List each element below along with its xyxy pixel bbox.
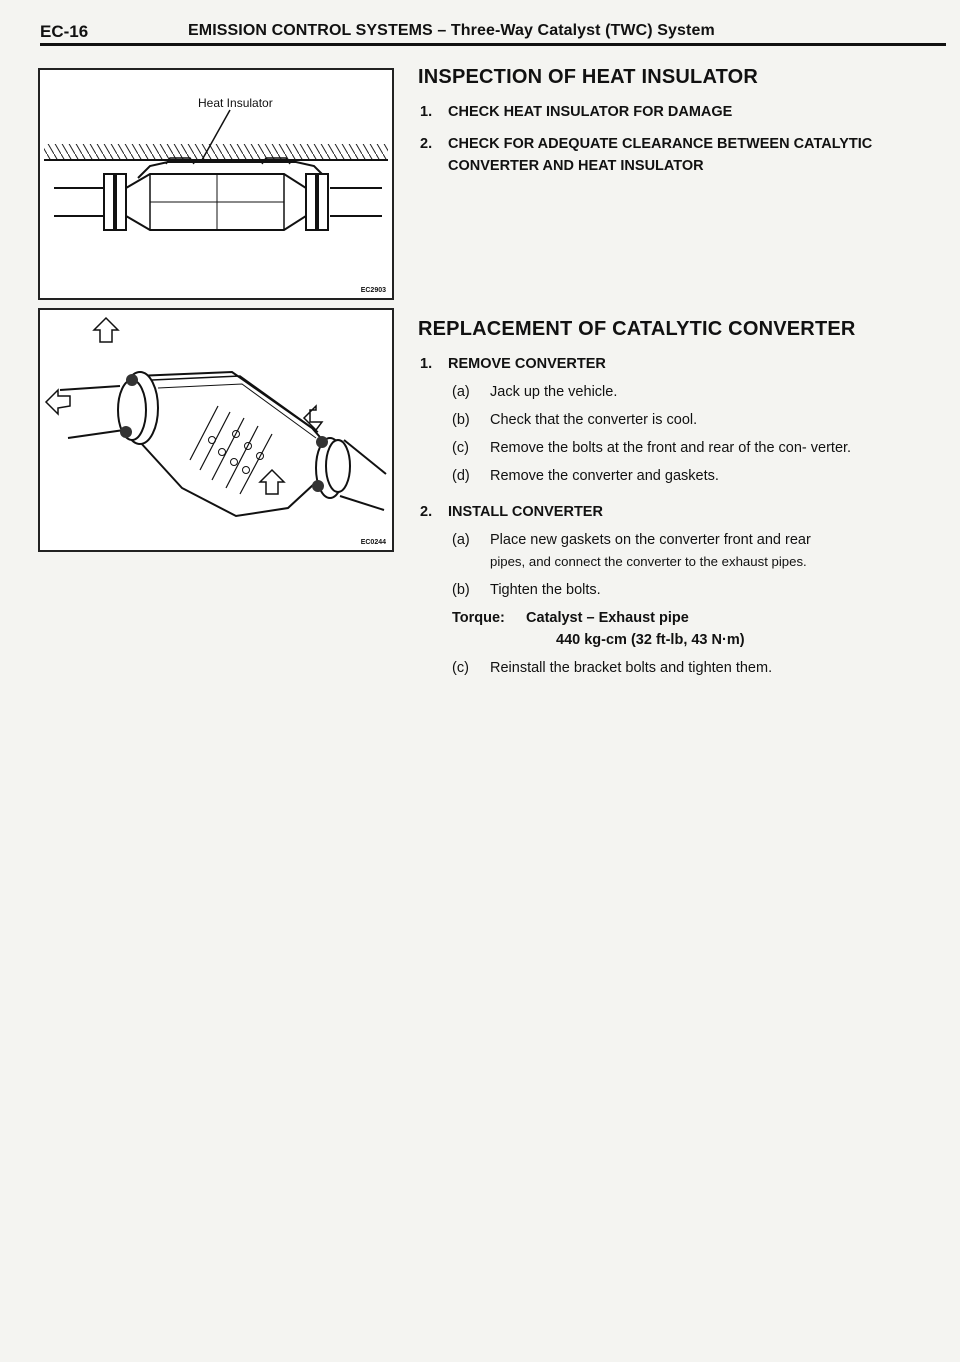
inspection-step: [418, 133, 948, 177]
converter-figure: [38, 308, 394, 552]
page-number: EC-16: [40, 22, 89, 41]
figure-code: EC0244: [360, 539, 386, 546]
substep-letter: (a): [452, 384, 470, 400]
step-text: CHECK FOR ADEQUATE CLEARANCE BETWEEN CATALYTIC CONVERTER AND HEAT INSULATOR: [448, 136, 873, 174]
step-number: 2.: [420, 136, 433, 152]
step-number: 2.: [420, 504, 433, 520]
substep: [418, 381, 948, 403]
substep-letter: (b): [452, 582, 470, 598]
step-text: INSTALL CONVERTER: [448, 504, 603, 520]
substep: [418, 529, 948, 573]
step-number: 1.: [420, 356, 433, 372]
figure-code: EC2903: [360, 287, 386, 294]
torque-spec: [418, 607, 948, 651]
step-text: REMOVE CONVERTER: [448, 356, 606, 372]
converter-diagram: [40, 310, 392, 550]
torque-item: Catalyst – Exhaust pipe: [526, 610, 689, 626]
replacement-heading: REPLACEMENT OF CATALYTIC CONVERTER: [418, 318, 856, 340]
substep-letter: (c): [452, 660, 469, 676]
substep: [418, 465, 948, 487]
substep-text: Jack up the vehicle.: [490, 384, 618, 400]
substep: [418, 657, 948, 679]
step-number: 1.: [420, 104, 433, 120]
torque-label: Torque:: [452, 610, 505, 626]
substep: [418, 579, 948, 601]
substep-letter: (c): [452, 440, 469, 456]
inspection-heading: INSPECTION OF HEAT INSULATOR: [418, 66, 759, 88]
header-rule: [40, 43, 946, 46]
substep-text: Tighten the bolts.: [490, 582, 601, 598]
inspection-section: [418, 66, 948, 177]
heat-insulator-label: Heat Insulator: [198, 96, 273, 110]
remove-step: [418, 353, 948, 375]
substep-letter: (a): [452, 532, 470, 548]
substep-text: Remove the bolts at the front and rear of the con- verter.: [490, 440, 852, 456]
heat-insulator-figure: [38, 68, 394, 300]
replacement-section: [418, 318, 948, 679]
section-title: EMISSION CONTROL SYSTEMS – Three-Way Catalyst (TWC) System: [188, 22, 715, 39]
substep-text: Remove the converter and gaskets.: [490, 468, 719, 484]
substep-letter: (b): [452, 412, 470, 428]
install-step: [418, 501, 948, 523]
substep-letter: (d): [452, 468, 470, 484]
inspection-step: [418, 101, 948, 123]
torque-value: 440 kg-cm (32 ft-lb, 43 N·m): [556, 632, 745, 648]
substep-text-continued: pipes, and connect the converter to the exhaust pipes.: [490, 554, 807, 569]
substep-text: Place new gaskets on the converter front and rear: [490, 532, 811, 548]
substep-text: Check that the converter is cool.: [490, 412, 698, 428]
substep: [418, 437, 948, 459]
step-text: CHECK HEAT INSULATOR FOR DAMAGE: [448, 104, 733, 120]
substep: [418, 409, 948, 431]
page-header: [40, 22, 946, 48]
substep-text: Reinstall the bracket bolts and tighten them.: [490, 660, 773, 676]
